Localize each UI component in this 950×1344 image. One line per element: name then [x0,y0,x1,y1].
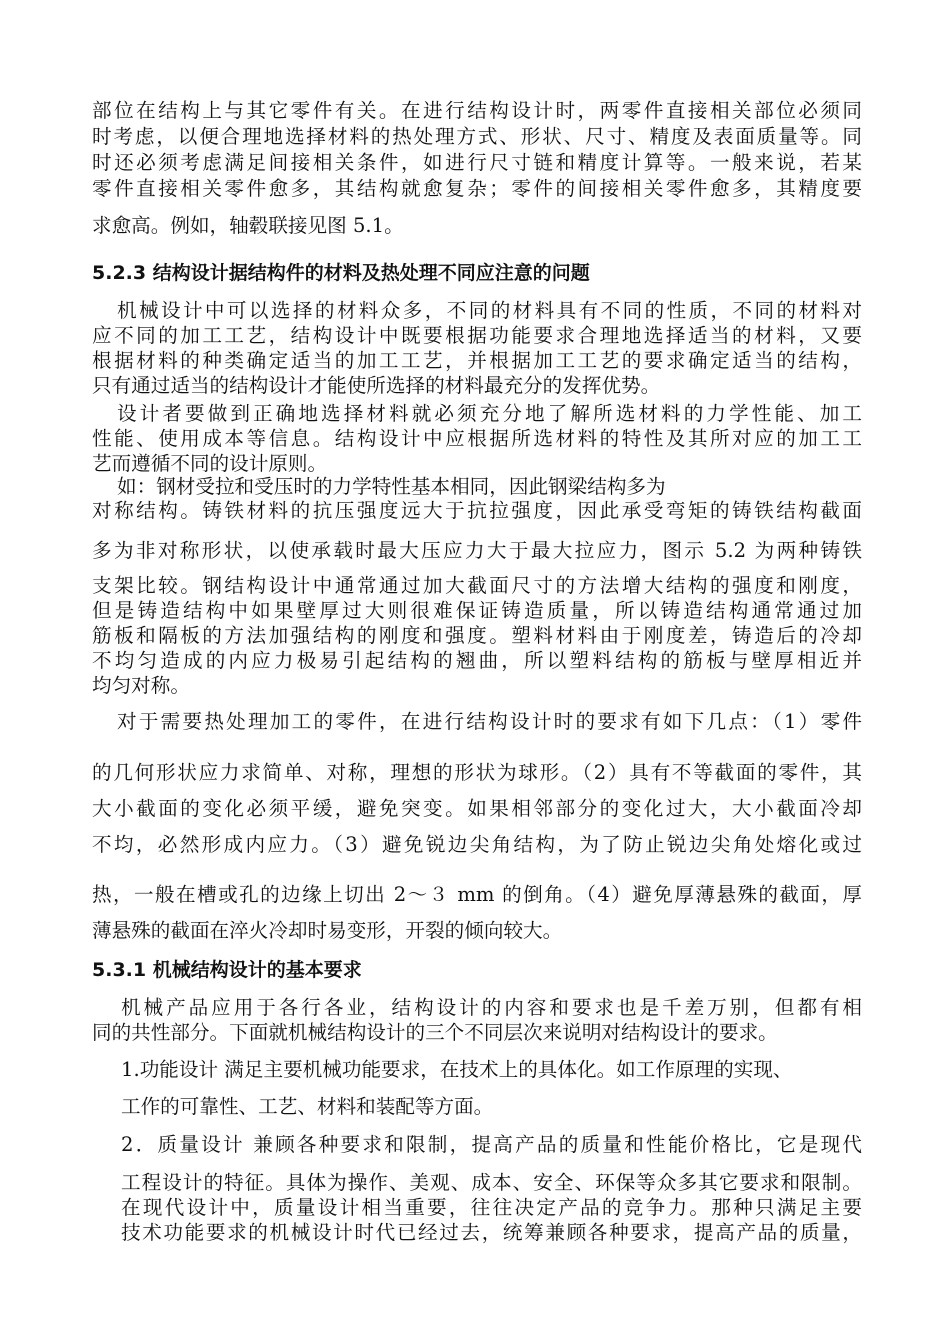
text-line: 多为非对称形状，以使承载时最大压应力大于最大拉应力，图示 5.2 为两种铸铁 [92,539,862,562]
text-line: 部位在结构上与其它零件有关。在进行结构设计时，两零件直接相关部位必须同 [92,99,862,122]
text-line: 不均，必然形成内应力。（3）避免锐边尖角结构，为了防止锐边尖角处熔化或过 [92,833,862,856]
text-line: 求愈高。例如，轴毂联接见图 5.1。 [92,214,404,237]
text-line: 根据材料的种类确定适当的加工工艺，并根据加工工艺的要求确定适当的结构， [92,349,862,372]
text-line: 均匀对称。 [92,674,190,697]
text-line: 同的共性部分。下面就机械结构设计的三个不同层次来说明对结构设计的要求。 [92,1021,778,1044]
text-line: 时考虑，以便合理地选择材料的热处理方式、形状、尺寸、精度及表面质量等。同 [92,125,862,148]
text-line: 1.功能设计 满足主要机械功能要求，在技术上的具体化。如工作原理的实现、 [121,1058,793,1081]
text-line: 设计者要做到正确地选择材料就必须充分地了解所选材料的力学性能、加工 [117,402,862,425]
text-line: 艺而遵循不同的设计原则。 [92,452,328,475]
text-line: 机械设计中可以选择的材料众多，不同的材料具有不同的性质，不同的材料对 [117,299,862,322]
text-line: 时还必须考虑满足间接相关条件，如进行尺寸链和精度计算等。一般来说，若某 [92,151,862,174]
text-line: 对称结构。铸铁材料的抗压强度远大于抗拉强度，因此承受弯矩的铸铁结构截面 [92,499,862,522]
text-line: 筋板和隔板的方法加强结构的刚度和强度。塑料材料由于刚度差，铸造后的冷却 [92,624,862,647]
text-line: 不均匀造成的内应力极易引起结构的翘曲，所以塑料结构的筋板与壁厚相近并 [92,649,862,672]
section-heading: 5.2.3 结构设计据结构件的材料及热处理不同应注意的问题 [92,262,590,284]
text-line: 支架比较。钢结构设计中通常通过加大截面尺寸的方法增大结构的强度和刚度， [92,574,862,597]
text-line: 如：钢材受拉和受压时的力学特性基本相同，因此钢梁结构多为 [117,475,666,498]
text-line: 但是铸造结构中如果壁厚过大则很难保证铸造质量，所以铸造结构通常通过加 [92,599,862,622]
text-line: 工作的可靠性、工艺、材料和装配等方面。 [121,1095,494,1118]
text-line: 只有通过适当的结构设计才能使所选择的材料最充分的发挥优势。 [92,374,661,397]
text-line: 大小截面的变化必须平缓，避免突变。如果相邻部分的变化过大，大小截面冷却 [92,797,862,820]
text-line: 2．质量设计 兼顾各种要求和限制，提高产品的质量和性能价格比，它是现代 [121,1133,862,1156]
section-heading: 5.3.1 机械结构设计的基本要求 [92,959,362,981]
text-line: 技术功能要求的机械设计时代已经过去，统筹兼顾各种要求，提高产品的质量， [121,1221,862,1244]
text-line: 机械产品应用于各行各业，结构设计的内容和要求也是千差万别，但都有相 [121,996,862,1019]
text-line: 零件直接相关零件愈多，其结构就愈复杂；零件的间接相关零件愈多，其精度要 [92,177,862,200]
text-line: 的几何形状应力求简单、对称，理想的形状为球形。（2）具有不等截面的零件，其 [92,761,862,784]
text-line: 性能、使用成本等信息。结构设计中应根据所选材料的特性及其所对应的加工工 [92,427,862,450]
text-line: 对于需要热处理加工的零件，在进行结构设计时的要求有如下几点：（1）零件 [117,710,862,733]
text-line: 应不同的加工工艺，结构设计中既要根据功能要求合理地选择适当的材料，又要 [92,324,862,347]
text-line: 热，一般在槽或孔的边缘上切出 2～３ mm 的倒角。（4）避免厚薄悬殊的截面，厚 [92,883,862,906]
text-line: 工程设计的特征。具体为操作、美观、成本、安全、环保等众多其它要求和限制。 [121,1171,862,1194]
text-line: 在现代设计中，质量设计相当重要，往往决定产品的竞争力。那种只满足主要 [121,1196,862,1219]
text-line: 薄悬殊的截面在淬火冷却时易变形，开裂的倾向较大。 [92,919,563,942]
